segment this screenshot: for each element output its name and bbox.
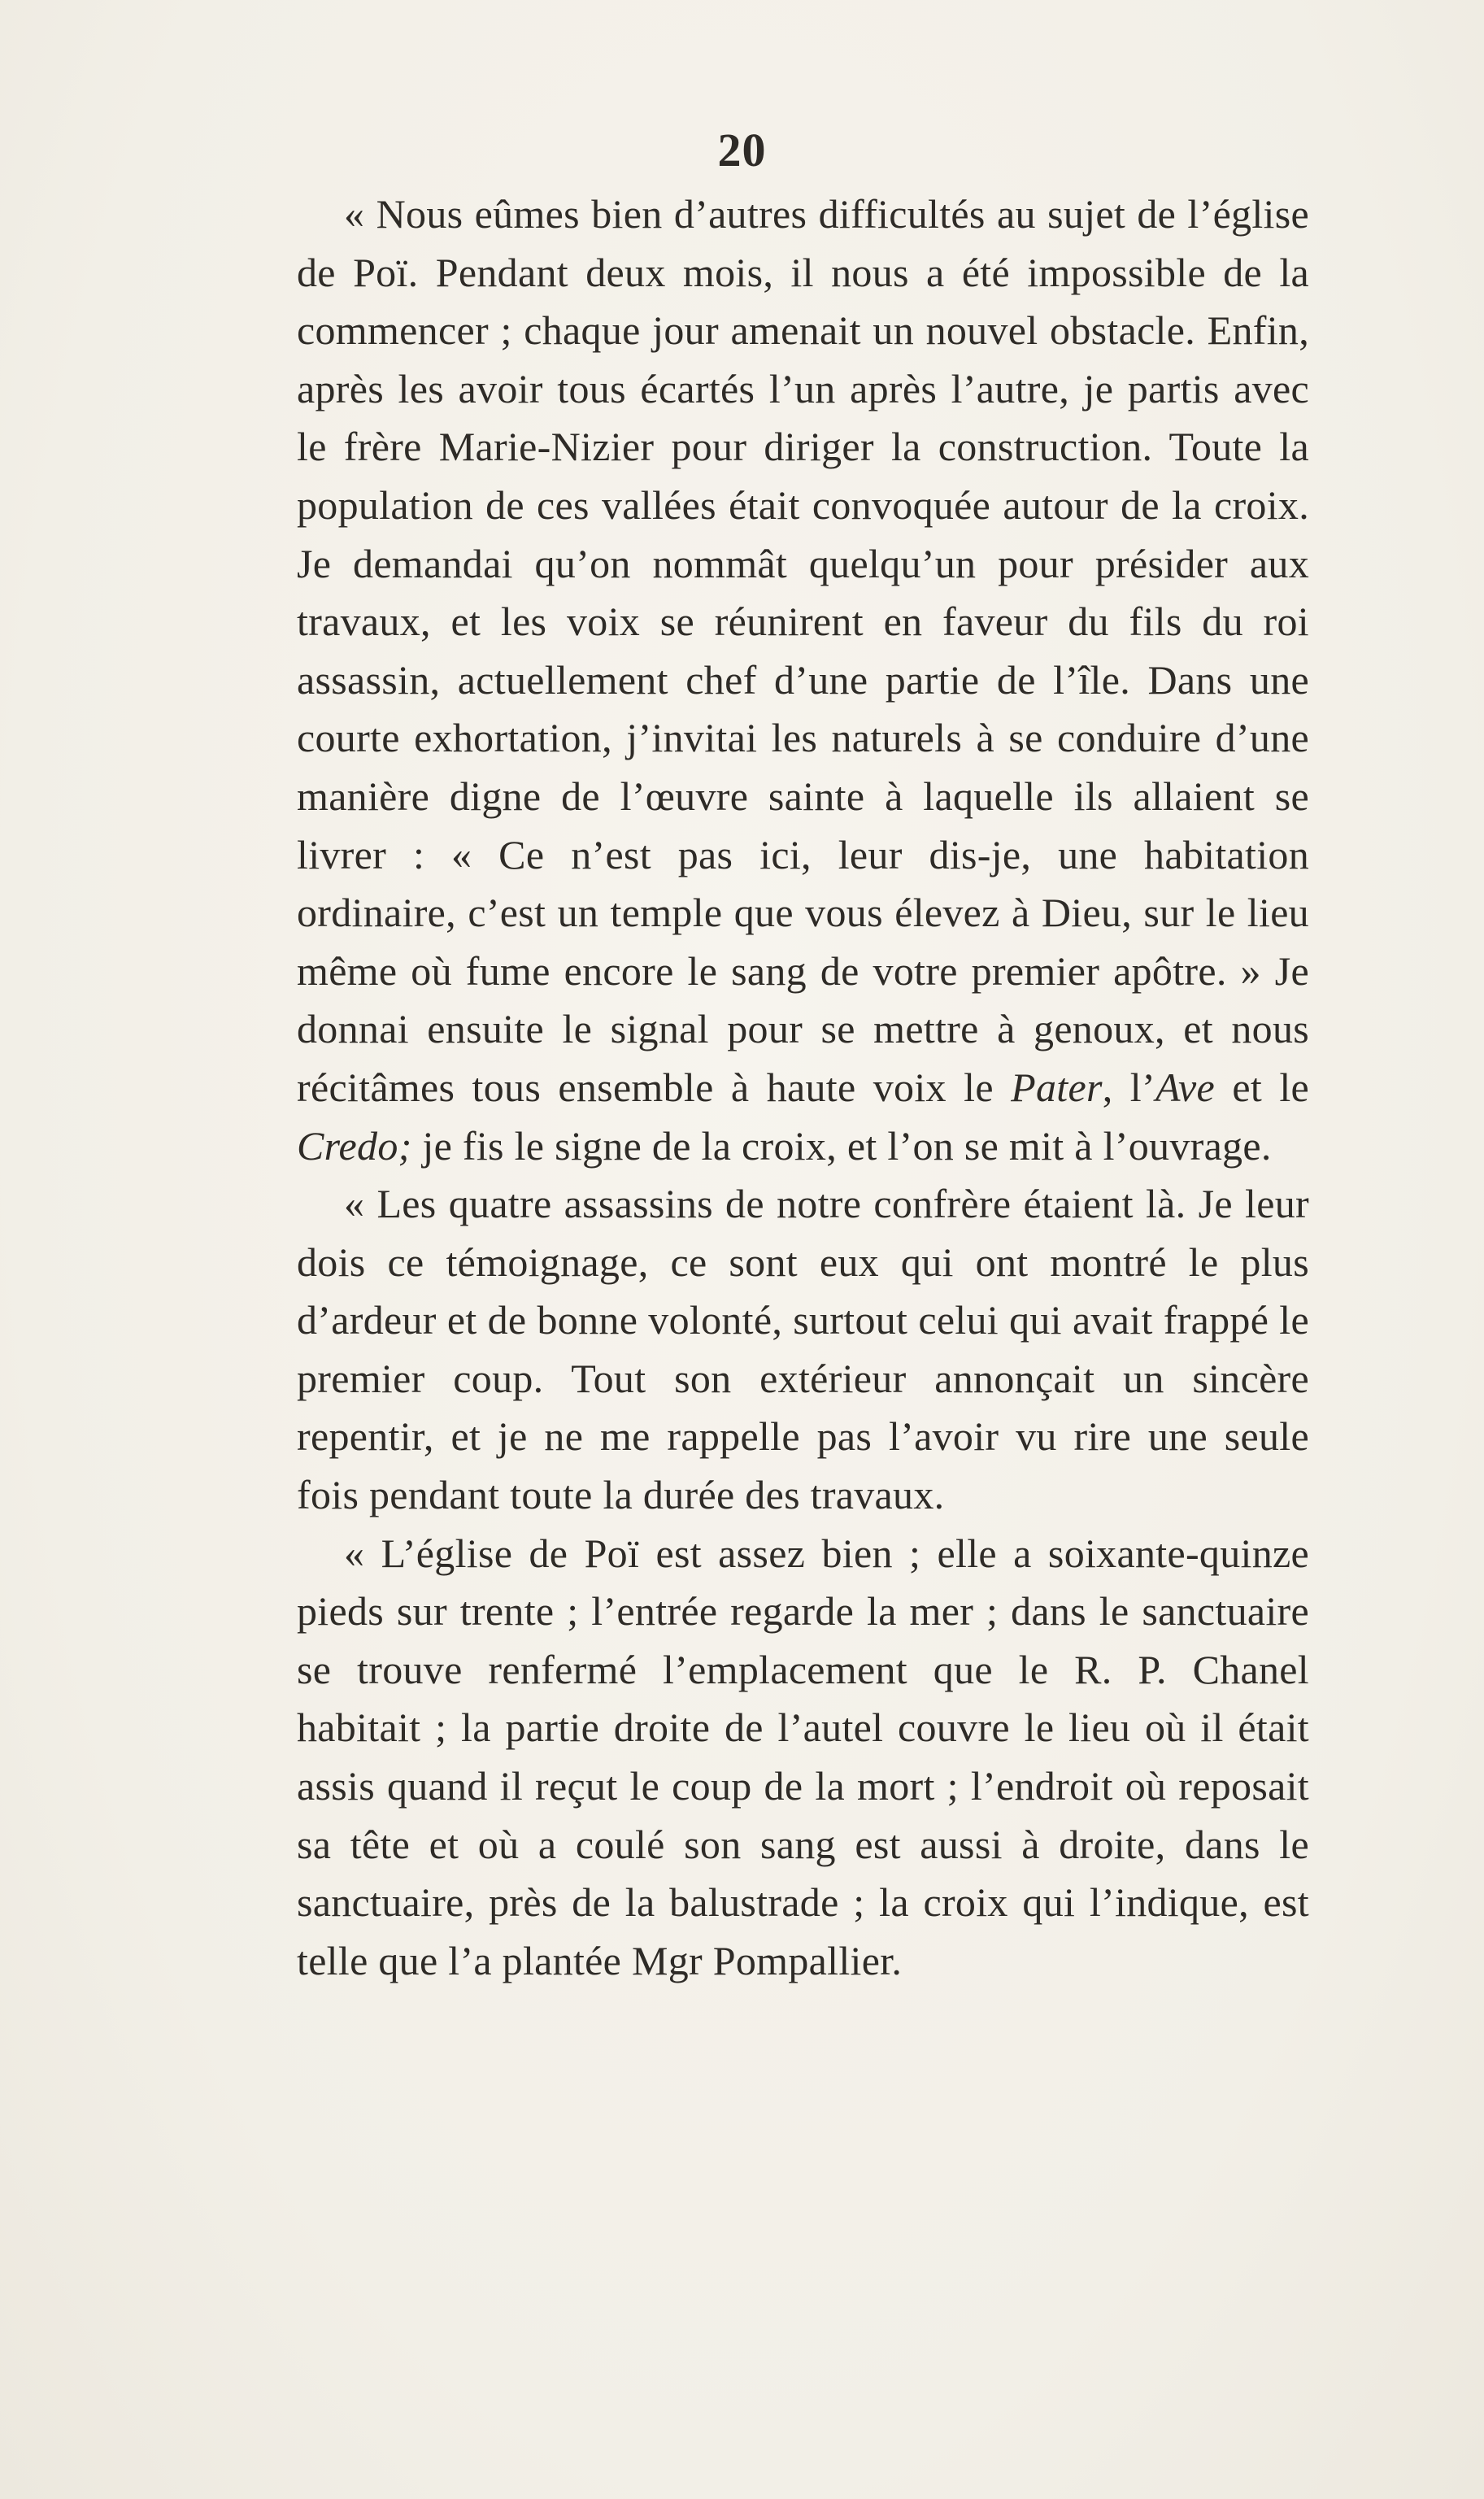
prayer-title-pater: Pater [1011, 1064, 1103, 1110]
prayer-title-ave: Ave [1155, 1064, 1216, 1110]
body-text [297, 185, 1309, 1990]
paragraph-text: je fis le signe de la croix, et l’on se mit à l’ouvrage. [411, 1122, 1272, 1169]
paragraph-church-description: « L’église de Poï est assez bien ; elle a soixante-quinze pieds sur trente ; l’entrée regarde la mer ; dans le sanctuaire se trouve renfermé l’emplacement que le R. P. Chanel habitait ; la partie droite de l’autel couvre le lieu où il était assis quand il reçut le coup de la mort ; l’endroit où reposait sa tête et où a coulé son sang est aussi à droite, dans le sanctuaire, près de la balustrade ; la croix qui l’indique, est telle que l’a plantée Mgr Pompallier. [297, 1530, 1309, 1983]
prayer-title-credo: Credo; [297, 1122, 412, 1169]
paragraph-text: , l’ [1102, 1064, 1155, 1110]
paragraph-church-construction [297, 185, 1309, 1175]
paragraph-text: « Nous eûmes bien d’autres difficultés au sujet de l’église de Poï. Pendant deux mois, il nous a été impossible de la commencer ; chaque jour amenait un nouvel obstacle. Enfin, après les avoir tous écartés l’un après l’autre, je partis avec le frère Marie-Nizier pour diriger la construction. Toute la population de ces vallées était convoquée autour de la croix. Je demandai qu’on nommât quelqu’un pour présider aux travaux, et les voix se réunirent en faveur du fils du roi assassin, actuellement chef d’une partie de l’île. Dans une courte exhortation, j’invitai les naturels à se conduire d’une manière digne de l’œuvre sainte à laquelle ils allaient se livrer : « Ce n’est pas ici, leur dis-je, une habitation ordinaire, c’est un temple que vous élevez à Dieu, sur le lieu même où fume encore le sang de votre premier apôtre. » Je donnai ensuite le signal pour se mettre à genoux, et nous récitâmes tous ensemble à haute voix le [297, 191, 1309, 1110]
paragraph-assassins: « Les quatre assassins de notre confrère étaient là. Je leur dois ce témoignage, ce sont eux qui ont montré le plus d’ardeur et de bonne volonté, surtout celui qui avait frappé le premier coup. Tout son extérieur annonçait un sincère repentir, et je ne me rappelle pas l’avoir vu rire une seule fois pendant toute la durée des travaux. [297, 1181, 1309, 1518]
page-number: 20 [717, 124, 767, 176]
paragraph-text: et le [1215, 1064, 1310, 1110]
